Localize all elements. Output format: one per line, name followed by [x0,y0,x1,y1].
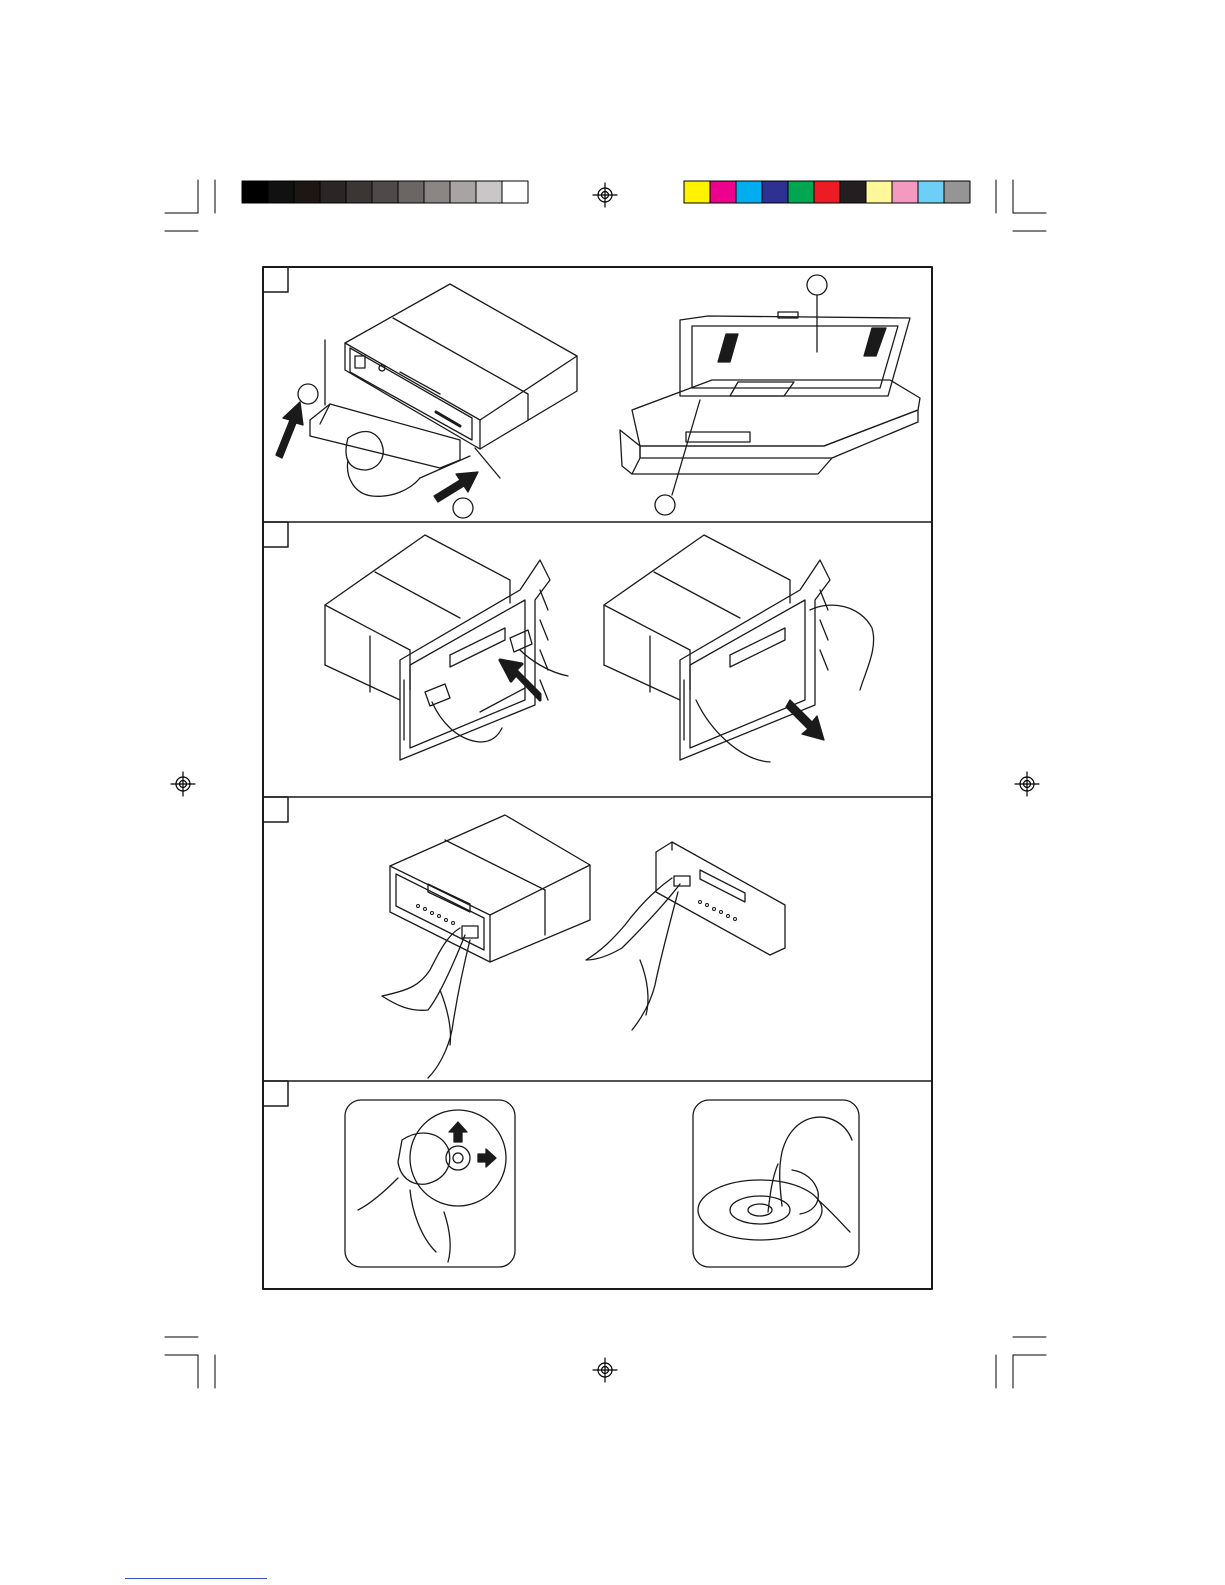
illustration-hold-disc-by-edge [693,1100,859,1267]
illustration-wipe-disc-from-center [345,1100,515,1267]
panel-number-box-4 [263,1081,288,1106]
grayscale-swatch [268,181,294,203]
registration-mark-top [593,183,617,207]
color-swatch [944,181,970,203]
grayscale-swatch [346,181,372,203]
arrow-insert-icon [500,660,540,700]
grayscale-swatch [372,181,398,203]
grayscale-swatch [424,181,450,203]
color-swatch [788,181,814,203]
page-frame [263,267,932,1289]
color-swatch [736,181,762,203]
color-swatch [814,181,840,203]
crop-marks [165,180,1046,1388]
color-swatch [866,181,892,203]
illustration-remove-unit-from-dashboard [604,535,874,762]
arrow-up-icon [276,402,303,458]
registration-mark-bottom [593,1358,617,1382]
arrow-right-small-icon [478,1149,496,1167]
arrow-up-small-icon [449,1122,467,1142]
illustration-press-reset-on-unit [382,815,590,1078]
panel-number-box-2 [263,522,288,547]
grayscale-swatch [242,181,268,203]
registration-mark-left [171,772,195,796]
color-swatch [684,181,710,203]
color-swatch [840,181,866,203]
arrow-right-icon [434,472,478,502]
arrow-remove-icon [786,700,824,740]
illustration-insert-unit-into-dashboard [325,535,568,760]
grayscale-swatch [476,181,502,203]
color-swatch [918,181,944,203]
color-swatch [710,181,736,203]
illustration-press-reset-on-front-panel [586,842,785,1030]
color-swatch [892,181,918,203]
grayscale-swatch [450,181,476,203]
grayscale-swatch [398,181,424,203]
panel-number-box-1 [263,267,288,292]
color-bar [684,181,970,203]
link-underline [125,1578,267,1579]
grayscale-bar [242,181,528,203]
illustration-panel-in-storage-case [620,275,920,515]
grayscale-swatch [294,181,320,203]
color-swatch [762,181,788,203]
registration-mark-right [1015,772,1039,796]
illustration-detach-front-panel [298,284,577,518]
panel-number-box-3 [263,797,288,822]
grayscale-swatch [320,181,346,203]
grayscale-swatch [502,181,528,203]
